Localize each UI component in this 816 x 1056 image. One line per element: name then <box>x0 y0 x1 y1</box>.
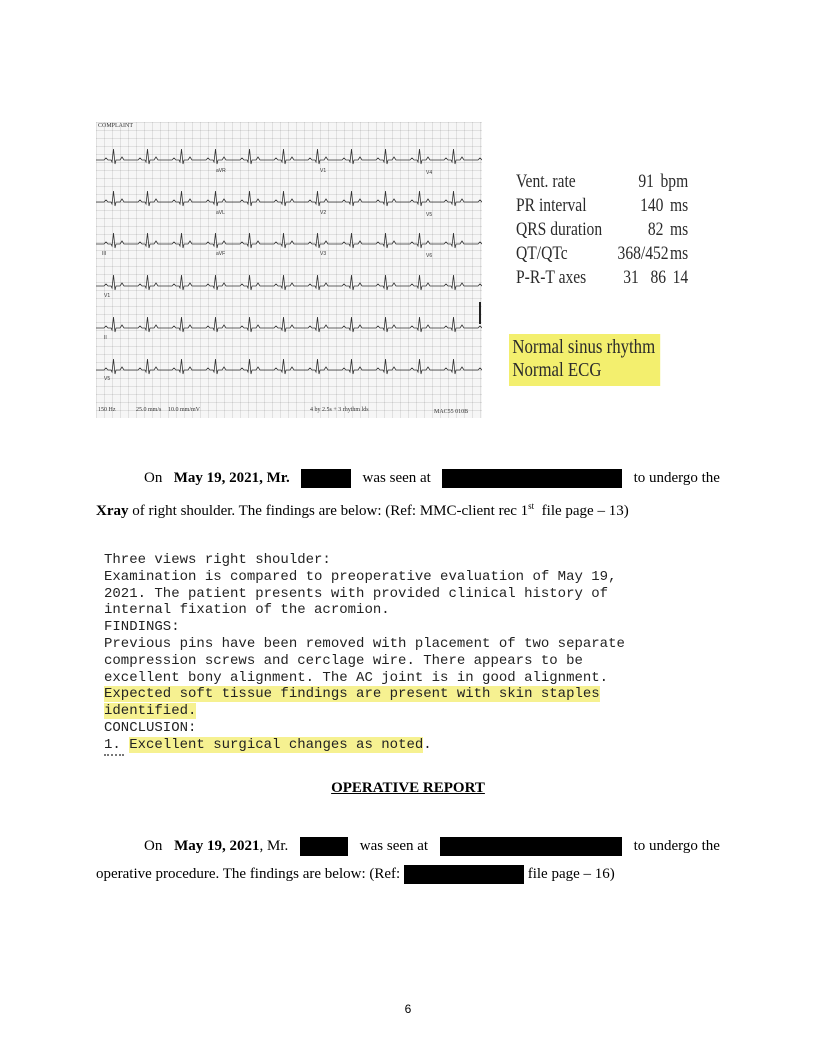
para-text: to undergo the <box>633 470 720 486</box>
ecg-measurements <box>516 170 688 290</box>
xray-report-excerpt <box>104 552 704 758</box>
redacted-name <box>301 469 351 488</box>
measurement-row <box>516 242 688 266</box>
measurement-row <box>516 266 688 290</box>
measurement-value: 91 <box>638 171 654 192</box>
paragraph-line <box>96 464 720 492</box>
ecg-footer-device: MAC55 010B <box>434 409 469 415</box>
report-cut-edge <box>104 754 704 758</box>
measurement-unit: ms <box>670 195 689 216</box>
report-line: Three views right shoulder: <box>104 552 331 568</box>
measurement-row <box>516 194 688 218</box>
ecg-footer-format: 4 by 2.5s + 3 rhythm lds <box>310 407 369 413</box>
ecg-header-left: COMPLAINT <box>98 123 134 129</box>
measurement-value: 368/452 <box>617 243 669 264</box>
ecg-trace <box>96 359 482 374</box>
interpretation-line: Normal sinus rhythm <box>512 336 656 358</box>
report-line: compression screws and cerclage wire. There appears to be <box>104 652 583 669</box>
ecg-lead-label: V1 <box>320 168 327 174</box>
report-line: CONCLUSION: <box>104 719 197 736</box>
paragraph-line <box>96 832 720 860</box>
measurement-row <box>516 170 688 194</box>
report-line <box>104 737 704 754</box>
para-text: , Mr. <box>259 838 289 854</box>
conclusion-number: 1. <box>104 736 130 753</box>
para-text: file page – 13) <box>534 503 629 519</box>
measurement-value: 82 <box>647 219 664 240</box>
measurement-row <box>516 218 688 242</box>
highlighted-text: identified. <box>104 703 197 720</box>
paragraph-line <box>96 860 720 888</box>
ecg-lead-label: II <box>104 335 107 341</box>
visit-date: May 19, 2021, Mr. <box>173 470 290 486</box>
ecg-trace <box>96 275 482 290</box>
para-text: was seen at <box>362 470 431 486</box>
ecg-lead-label: aVL <box>216 210 225 216</box>
para-word-on: On <box>144 838 163 854</box>
report-line <box>104 686 704 703</box>
para-text: of right shoulder. The findings are below: (Ref: MMC-client rec 1 <box>132 503 529 519</box>
measurement-label: QRS duration <box>516 219 603 240</box>
ecg-lead-label: V3 <box>320 251 327 257</box>
ecg-lead-label: V5 <box>104 376 111 382</box>
page-number: 6 <box>404 1002 412 1016</box>
report-line: excellent bony alignment. The AC joint is in good alignment. <box>104 669 609 686</box>
xray-label: Xray <box>96 503 129 519</box>
ecg-trace <box>96 149 482 164</box>
redacted-facility <box>440 837 622 856</box>
measurement-unit: ms <box>670 243 689 264</box>
section-heading: OPERATIVE REPORT <box>331 780 485 796</box>
superscript: st <box>528 501 535 511</box>
report-line: 2021. The patient presents with provided clinical history of <box>104 585 609 602</box>
ecg-trace <box>96 191 482 206</box>
report-line: FINDINGS: <box>104 619 180 636</box>
interpretation-line: Normal ECG <box>512 359 602 381</box>
ecg-interpretation <box>509 334 660 386</box>
measurement-unit: ms <box>670 219 689 240</box>
measurement-value: 140 <box>640 195 664 216</box>
redacted-reference <box>404 865 524 884</box>
ecg-lead-label: aVR <box>216 168 226 174</box>
redacted-name <box>300 837 348 856</box>
measurement-label: QT/QTc <box>516 243 568 264</box>
report-line: Previous pins have been removed with placement of two separate <box>104 635 625 652</box>
ecg-footer-speed: 25.0 mm/s <box>136 407 162 413</box>
para-text: file page – 16) <box>527 866 615 882</box>
xray-intro-paragraph <box>96 464 720 525</box>
para-text: to undergo the <box>633 838 720 854</box>
ecg-lead-label: V6 <box>426 253 433 259</box>
ecg-waveforms <box>96 122 482 418</box>
operative-intro-paragraph <box>96 832 720 888</box>
measurement-unit: bpm <box>660 171 689 192</box>
ecg-lead-label: V1 <box>104 293 111 299</box>
ecg-footer-filter: 150 Hz <box>98 407 116 413</box>
ecg-lead-label: V4 <box>426 170 433 176</box>
para-text: was seen at <box>359 838 429 854</box>
paragraph-line <box>96 492 720 525</box>
ecg-lead-label: aVF <box>216 251 226 257</box>
measurement-label: Vent. rate <box>516 171 576 192</box>
measurement-label: P-R-T axes <box>516 267 587 288</box>
ecg-footer-gain: 10.0 mm/mV <box>168 407 201 413</box>
measurement-label: PR interval <box>516 195 587 216</box>
report-line <box>104 703 704 720</box>
ecg-lead-label: V2 <box>320 210 327 216</box>
report-line: Examination is compared to preoperative evaluation of May 19, <box>104 568 617 585</box>
ecg-trace <box>96 233 482 248</box>
highlighted-text: Expected soft tissue findings are present with skin staples <box>104 686 600 703</box>
ecg-trace <box>96 317 482 332</box>
ecg-strip-image <box>96 122 482 418</box>
measurement-unit: 14 <box>672 267 689 288</box>
para-word-on: On <box>144 470 163 486</box>
highlighted-text: Excellent surgical changes as noted <box>129 736 424 753</box>
ecg-lead-label: V5 <box>426 212 433 218</box>
report-line: internal fixation of the acromion. <box>104 602 390 619</box>
redacted-facility <box>442 469 622 488</box>
para-text: operative procedure. The findings are below: (Ref: <box>96 866 401 882</box>
conclusion-period: . <box>423 736 432 753</box>
visit-date: May 19, 2021 <box>174 838 260 854</box>
measurement-value: 31 86 <box>623 267 667 288</box>
ecg-lead-label: III <box>102 251 107 257</box>
